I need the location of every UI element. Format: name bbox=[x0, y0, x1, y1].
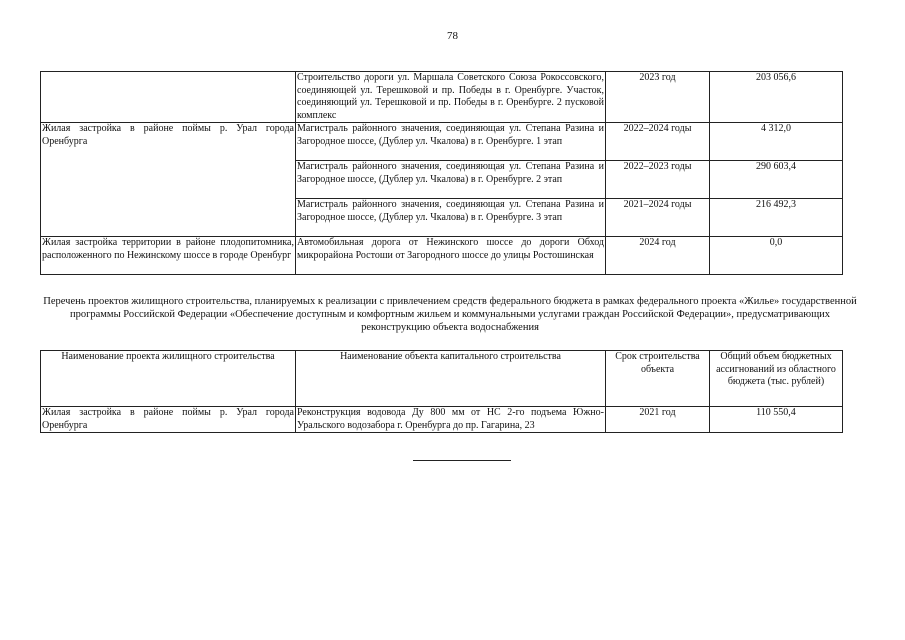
term-cell: 2023 год bbox=[606, 72, 710, 123]
column-header-amount: Общий объем бюджетных ассигнований из областного бюджета (тыс. рублей) bbox=[710, 351, 843, 407]
amount-cell: 203 056,6 bbox=[710, 72, 843, 123]
column-header-project: Наименование проекта жилищного строительства bbox=[41, 351, 296, 407]
column-header-term: Срок строительства объекта bbox=[606, 351, 710, 407]
project-name-cell: Жилая застройка в районе поймы р. Урал города Оренбурга bbox=[41, 407, 296, 433]
amount-cell: 110 550,4 bbox=[710, 407, 843, 433]
object-name-cell: Магистраль районного значения, соединяющая ул. Степана Разина и Загородное шоссе, (Дублер ул. Чкалова) в г. Оренбурге. 1 этап bbox=[296, 123, 606, 161]
object-name-cell: Магистраль районного значения, соединяющая ул. Степана Разина и Загородное шоссе, (Дублер ул. Чкалова) в г. Оренбурге. 3 этап bbox=[296, 199, 606, 237]
object-name-cell: Автомобильная дорога от Нежинского шоссе до дороги Обход микрорайона Ростоши от Загородного шоссе до улицы Ростошинская bbox=[296, 237, 606, 275]
object-name-cell: Строительство дороги ул. Маршала Советского Союза Рокоссовского, соединяющей ул. Терешковой и пр. Победы в г. Оренбурге. Участок, соединяющий ул. Терешковой и пр. Победы в г. Оренбурге. 2 пусковой комплекс bbox=[296, 72, 606, 123]
amount-cell: 4 312,0 bbox=[710, 123, 843, 161]
term-cell: 2021–2024 годы bbox=[606, 199, 710, 237]
term-cell: 2022–2023 годы bbox=[606, 161, 710, 199]
section-caption: Перечень проектов жилищного строительства, планируемых к реализации с привлечением средств федерального бюджета в рамках федерального проекта «Жилье» государственной программы Российской Федерации «Обеспечение доступным и комфортным жильем и коммунальными услугами граждан Российской Федерации», предусматривающих реконструкцию объекта водоснабжения bbox=[43, 296, 857, 333]
table-row bbox=[41, 407, 843, 433]
table-row bbox=[41, 72, 843, 123]
amount-cell: 290 603,4 bbox=[710, 161, 843, 199]
amount-cell: 0,0 bbox=[710, 237, 843, 275]
table-row bbox=[41, 123, 843, 161]
amount-cell: 216 492,3 bbox=[710, 199, 843, 237]
term-cell: 2021 год bbox=[606, 407, 710, 433]
object-name-cell: Реконструкция водовода Ду 800 мм от НС 2-го подъема Южно-Уральского водозабора г. Оренбурга до пр. Гагарина, 23 bbox=[296, 407, 606, 433]
column-header-object: Наименование объекта капитального строительства bbox=[296, 351, 606, 407]
object-name-cell: Магистраль районного значения, соединяющая ул. Степана Разина и Загородное шоссе, (Дублер ул. Чкалова) в г. Оренбурге. 2 этап bbox=[296, 161, 606, 199]
term-cell: 2024 год bbox=[606, 237, 710, 275]
page-number: 78 bbox=[447, 30, 458, 42]
project-name-cell: Жилая застройка территории в районе плодопитомника, расположенного по Нежинскому шоссе в городе Оренбург bbox=[41, 237, 296, 275]
term-cell: 2022–2024 годы bbox=[606, 123, 710, 161]
projects-table-continued bbox=[40, 71, 843, 275]
water-supply-projects-table bbox=[40, 350, 843, 433]
table-header-row bbox=[41, 351, 843, 407]
table-row bbox=[41, 237, 843, 275]
project-name-cell bbox=[41, 72, 296, 123]
project-name-cell: Жилая застройка в районе поймы р. Урал города Оренбурга bbox=[41, 123, 296, 237]
end-rule bbox=[413, 460, 511, 461]
